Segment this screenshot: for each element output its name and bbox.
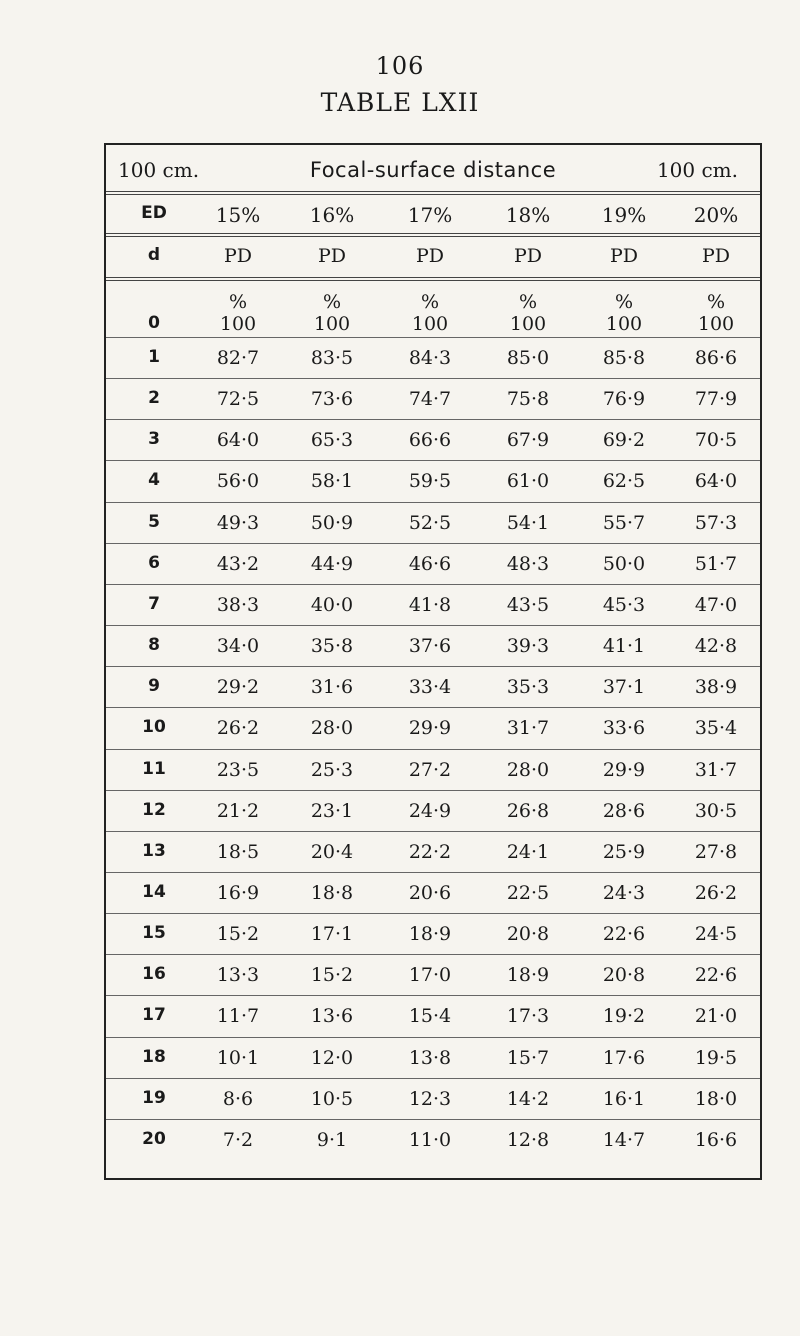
pd-value: 70·5 xyxy=(694,429,738,452)
pd-value: 24·3 xyxy=(602,881,646,904)
distance-label: 2 xyxy=(148,388,160,409)
row-divider xyxy=(106,872,760,873)
pd-value: 15·2 xyxy=(216,923,260,946)
pd-value: 12·0 xyxy=(310,1046,354,1069)
ed-divider xyxy=(106,233,760,237)
pd-value: 85·8 xyxy=(602,347,646,369)
header-divider xyxy=(106,191,760,195)
percent-sign: % xyxy=(614,291,634,313)
percent-sign: % xyxy=(420,291,440,313)
pd-value: 10·5 xyxy=(310,1087,354,1110)
header-right: 100 cm. xyxy=(656,158,738,182)
percent-cell xyxy=(480,291,576,335)
pd-value: 62·5 xyxy=(602,470,646,493)
row-divider xyxy=(106,625,760,626)
pd-value: 27·2 xyxy=(408,758,452,781)
pd-value: 24·5 xyxy=(694,923,738,946)
pd-value: 84·3 xyxy=(408,347,452,369)
pd-value: 25·3 xyxy=(310,758,354,781)
pd-value: 14·2 xyxy=(506,1087,550,1110)
percent-value: 100 xyxy=(509,313,547,335)
pd-value: 35·4 xyxy=(694,717,738,740)
pd-value: 17·1 xyxy=(310,923,354,946)
table-title: TABLE LXII xyxy=(320,88,480,117)
pd-value: 19·5 xyxy=(694,1046,738,1069)
pd-value: 21·0 xyxy=(694,1005,738,1028)
row-divider xyxy=(106,954,760,955)
pd-value: 50·9 xyxy=(310,511,354,534)
pd-value: 16·1 xyxy=(602,1087,646,1110)
pd-value: 15·7 xyxy=(506,1046,550,1069)
row-divider xyxy=(106,337,760,338)
pd-value: 17·0 xyxy=(408,964,452,987)
pd-value: 15·2 xyxy=(310,964,354,987)
pd-value: 22·2 xyxy=(408,840,452,863)
pd-value: 26·8 xyxy=(506,799,550,822)
percent-value: 100 xyxy=(605,313,643,335)
ed-label: ED xyxy=(141,203,167,223)
pd-value: 22·5 xyxy=(506,881,550,904)
pd-value: 20·8 xyxy=(506,923,550,946)
pd-header: PD xyxy=(415,245,445,267)
pd-value: 20·4 xyxy=(310,840,354,863)
row-divider xyxy=(106,1037,760,1038)
pd-value: 44·9 xyxy=(310,552,354,575)
distance-label: 18 xyxy=(142,1046,166,1067)
pd-value: 57·3 xyxy=(694,511,738,534)
distance-label: 12 xyxy=(142,799,166,820)
percent-cell xyxy=(668,291,764,335)
pd-value: 7·2 xyxy=(222,1128,254,1151)
distance-label: 19 xyxy=(142,1087,166,1108)
pd-value: 12·3 xyxy=(408,1087,452,1110)
pd-value: 28·0 xyxy=(310,717,354,740)
pd-value: 65·3 xyxy=(310,429,354,452)
pd-value: 54·1 xyxy=(506,511,550,534)
row-divider xyxy=(106,831,760,832)
pd-value: 67·9 xyxy=(506,429,550,452)
pd-value: 77·9 xyxy=(694,388,738,411)
pd-value: 29·2 xyxy=(216,676,260,699)
pd-value: 39·3 xyxy=(506,635,550,658)
row-divider xyxy=(106,749,760,750)
row-divider xyxy=(106,543,760,544)
pd-value: 20·6 xyxy=(408,881,452,904)
percent-sign: % xyxy=(322,291,342,313)
pd-value: 29·9 xyxy=(602,758,646,781)
pd-value: 17·6 xyxy=(602,1046,646,1069)
pd-value: 37·6 xyxy=(408,635,452,658)
pd-value: 72·5 xyxy=(216,388,260,411)
pd-value: 35·8 xyxy=(310,635,354,658)
pd-value: 16·9 xyxy=(216,881,260,904)
pd-value: 73·6 xyxy=(310,388,354,411)
pd-value: 13·8 xyxy=(408,1046,452,1069)
pd-value: 28·6 xyxy=(602,799,646,822)
pd-value: 75·8 xyxy=(506,388,550,411)
pd-value: 48·3 xyxy=(506,552,550,575)
ed-value: 15% xyxy=(215,203,261,227)
pd-value: 49·3 xyxy=(216,511,260,534)
pd-value: 17·3 xyxy=(506,1005,550,1028)
pd-value: 20·8 xyxy=(602,964,646,987)
pd-value: 26·2 xyxy=(216,717,260,740)
zero-label: 0 xyxy=(148,313,160,333)
pd-value: 52·5 xyxy=(408,511,452,534)
pd-value: 12·8 xyxy=(506,1128,550,1151)
distance-label: 20 xyxy=(142,1128,166,1149)
pd-value: 82·7 xyxy=(216,347,260,369)
pd-value: 42·8 xyxy=(694,635,738,658)
distance-label: 1 xyxy=(148,347,160,367)
header-center: Focal-surface distance xyxy=(309,158,557,182)
distance-label: 15 xyxy=(142,923,166,944)
distance-label: 13 xyxy=(142,840,166,861)
pd-value: 86·6 xyxy=(694,347,738,369)
pd-value: 59·5 xyxy=(408,470,452,493)
pd-value: 55·7 xyxy=(602,511,646,534)
pd-value: 16·6 xyxy=(694,1128,738,1151)
row-divider xyxy=(106,666,760,667)
pd-value: 29·9 xyxy=(408,717,452,740)
distance-label: 6 xyxy=(148,552,160,573)
pd-header: PD xyxy=(317,245,347,267)
ed-value: 17% xyxy=(407,203,453,227)
pd-value: 8·6 xyxy=(222,1087,254,1110)
pd-value: 15·4 xyxy=(408,1005,452,1028)
pd-value: 23·5 xyxy=(216,758,260,781)
pd-value: 61·0 xyxy=(506,470,550,493)
pd-value: 21·2 xyxy=(216,799,260,822)
distance-label: 3 xyxy=(148,429,160,450)
pd-value: 18·5 xyxy=(216,840,260,863)
pd-value: 64·0 xyxy=(216,429,260,452)
row-divider xyxy=(106,502,760,503)
distance-label: 16 xyxy=(142,964,166,985)
pd-value: 41·1 xyxy=(602,635,646,658)
row-divider xyxy=(106,460,760,461)
pd-value: 10·1 xyxy=(216,1046,260,1069)
pd-value: 24·1 xyxy=(506,840,550,863)
percent-sign: % xyxy=(706,291,726,313)
pd-value: 85·0 xyxy=(506,347,550,369)
percent-value: 100 xyxy=(697,313,735,335)
pd-header: PD xyxy=(513,245,543,267)
row-divider xyxy=(106,790,760,791)
distance-label: 10 xyxy=(142,717,166,738)
distance-label: 7 xyxy=(148,593,160,614)
pd-value: 34·0 xyxy=(216,635,260,658)
pd-value: 13·3 xyxy=(216,964,260,987)
pd-value: 31·6 xyxy=(310,676,354,699)
distance-label: 14 xyxy=(142,881,166,902)
row-divider xyxy=(106,913,760,914)
pd-value: 25·9 xyxy=(602,840,646,863)
pd-value: 31·7 xyxy=(694,758,738,781)
pd-value: 18·0 xyxy=(694,1087,738,1110)
pd-value: 11·0 xyxy=(408,1128,452,1151)
pd-value: 9·1 xyxy=(316,1128,348,1151)
pd-header: PD xyxy=(223,245,253,267)
d-divider xyxy=(106,277,760,281)
pd-value: 26·2 xyxy=(694,881,738,904)
pd-value: 35·3 xyxy=(506,676,550,699)
pd-value: 40·0 xyxy=(310,593,354,616)
pd-value: 33·4 xyxy=(408,676,452,699)
ed-value: 18% xyxy=(505,203,551,227)
distance-label: 9 xyxy=(148,676,160,697)
pd-value: 30·5 xyxy=(694,799,738,822)
pd-value: 31·7 xyxy=(506,717,550,740)
percent-cell xyxy=(576,291,672,335)
pd-value: 18·8 xyxy=(310,881,354,904)
pd-header: PD xyxy=(701,245,731,267)
row-divider xyxy=(106,707,760,708)
percent-value: 100 xyxy=(219,313,257,335)
ed-value: 20% xyxy=(693,203,739,227)
row-divider xyxy=(106,378,760,379)
header-left: 100 cm. xyxy=(118,158,200,182)
d-label: d xyxy=(147,245,161,265)
pd-value: 27·8 xyxy=(694,840,738,863)
pd-value: 23·1 xyxy=(310,799,354,822)
pd-value: 22·6 xyxy=(602,923,646,946)
distance-label: 8 xyxy=(148,635,160,656)
pd-value: 38·9 xyxy=(694,676,738,699)
ed-value: 16% xyxy=(309,203,355,227)
pd-value: 51·7 xyxy=(694,552,738,575)
pd-value: 47·0 xyxy=(694,593,738,616)
pd-value: 14·7 xyxy=(602,1128,646,1151)
pd-value: 13·6 xyxy=(310,1005,354,1028)
pd-value: 33·6 xyxy=(602,717,646,740)
pd-value: 11·7 xyxy=(216,1005,260,1028)
pd-value: 41·8 xyxy=(408,593,452,616)
distance-label: 5 xyxy=(148,511,160,532)
page-number: 106 xyxy=(375,52,425,80)
pd-value: 37·1 xyxy=(602,676,646,699)
pd-value: 18·9 xyxy=(408,923,452,946)
pd-value: 22·6 xyxy=(694,964,738,987)
pd-value: 43·5 xyxy=(506,593,550,616)
percent-value: 100 xyxy=(313,313,351,335)
percent-sign: % xyxy=(518,291,538,313)
pd-value: 83·5 xyxy=(310,347,354,369)
row-divider xyxy=(106,995,760,996)
pd-value: 50·0 xyxy=(602,552,646,575)
pd-value: 69·2 xyxy=(602,429,646,452)
row-divider xyxy=(106,584,760,585)
pd-value: 45·3 xyxy=(602,593,646,616)
ed-value: 19% xyxy=(601,203,647,227)
pd-value: 74·7 xyxy=(408,388,452,411)
table-header xyxy=(106,145,760,191)
percent-cell xyxy=(190,291,286,335)
pd-value: 64·0 xyxy=(694,470,738,493)
percent-sign: % xyxy=(228,291,248,313)
pd-value: 38·3 xyxy=(216,593,260,616)
pd-value: 56·0 xyxy=(216,470,260,493)
pd-value: 28·0 xyxy=(506,758,550,781)
pd-value: 24·9 xyxy=(408,799,452,822)
data-table xyxy=(104,143,762,1180)
pd-value: 58·1 xyxy=(310,470,354,493)
row-divider xyxy=(106,1119,760,1120)
pd-value: 76·9 xyxy=(602,388,646,411)
percent-cell xyxy=(284,291,380,335)
row-divider xyxy=(106,1078,760,1079)
pd-value: 19·2 xyxy=(602,1005,646,1028)
percent-value: 100 xyxy=(411,313,449,335)
pd-value: 66·6 xyxy=(408,429,452,452)
row-divider xyxy=(106,419,760,420)
pd-value: 43·2 xyxy=(216,552,260,575)
pd-value: 18·9 xyxy=(506,964,550,987)
percent-cell xyxy=(382,291,478,335)
distance-label: 11 xyxy=(142,758,166,779)
pd-header: PD xyxy=(609,245,639,267)
pd-value: 46·6 xyxy=(408,552,452,575)
distance-label: 17 xyxy=(142,1005,166,1026)
distance-label: 4 xyxy=(148,470,160,491)
